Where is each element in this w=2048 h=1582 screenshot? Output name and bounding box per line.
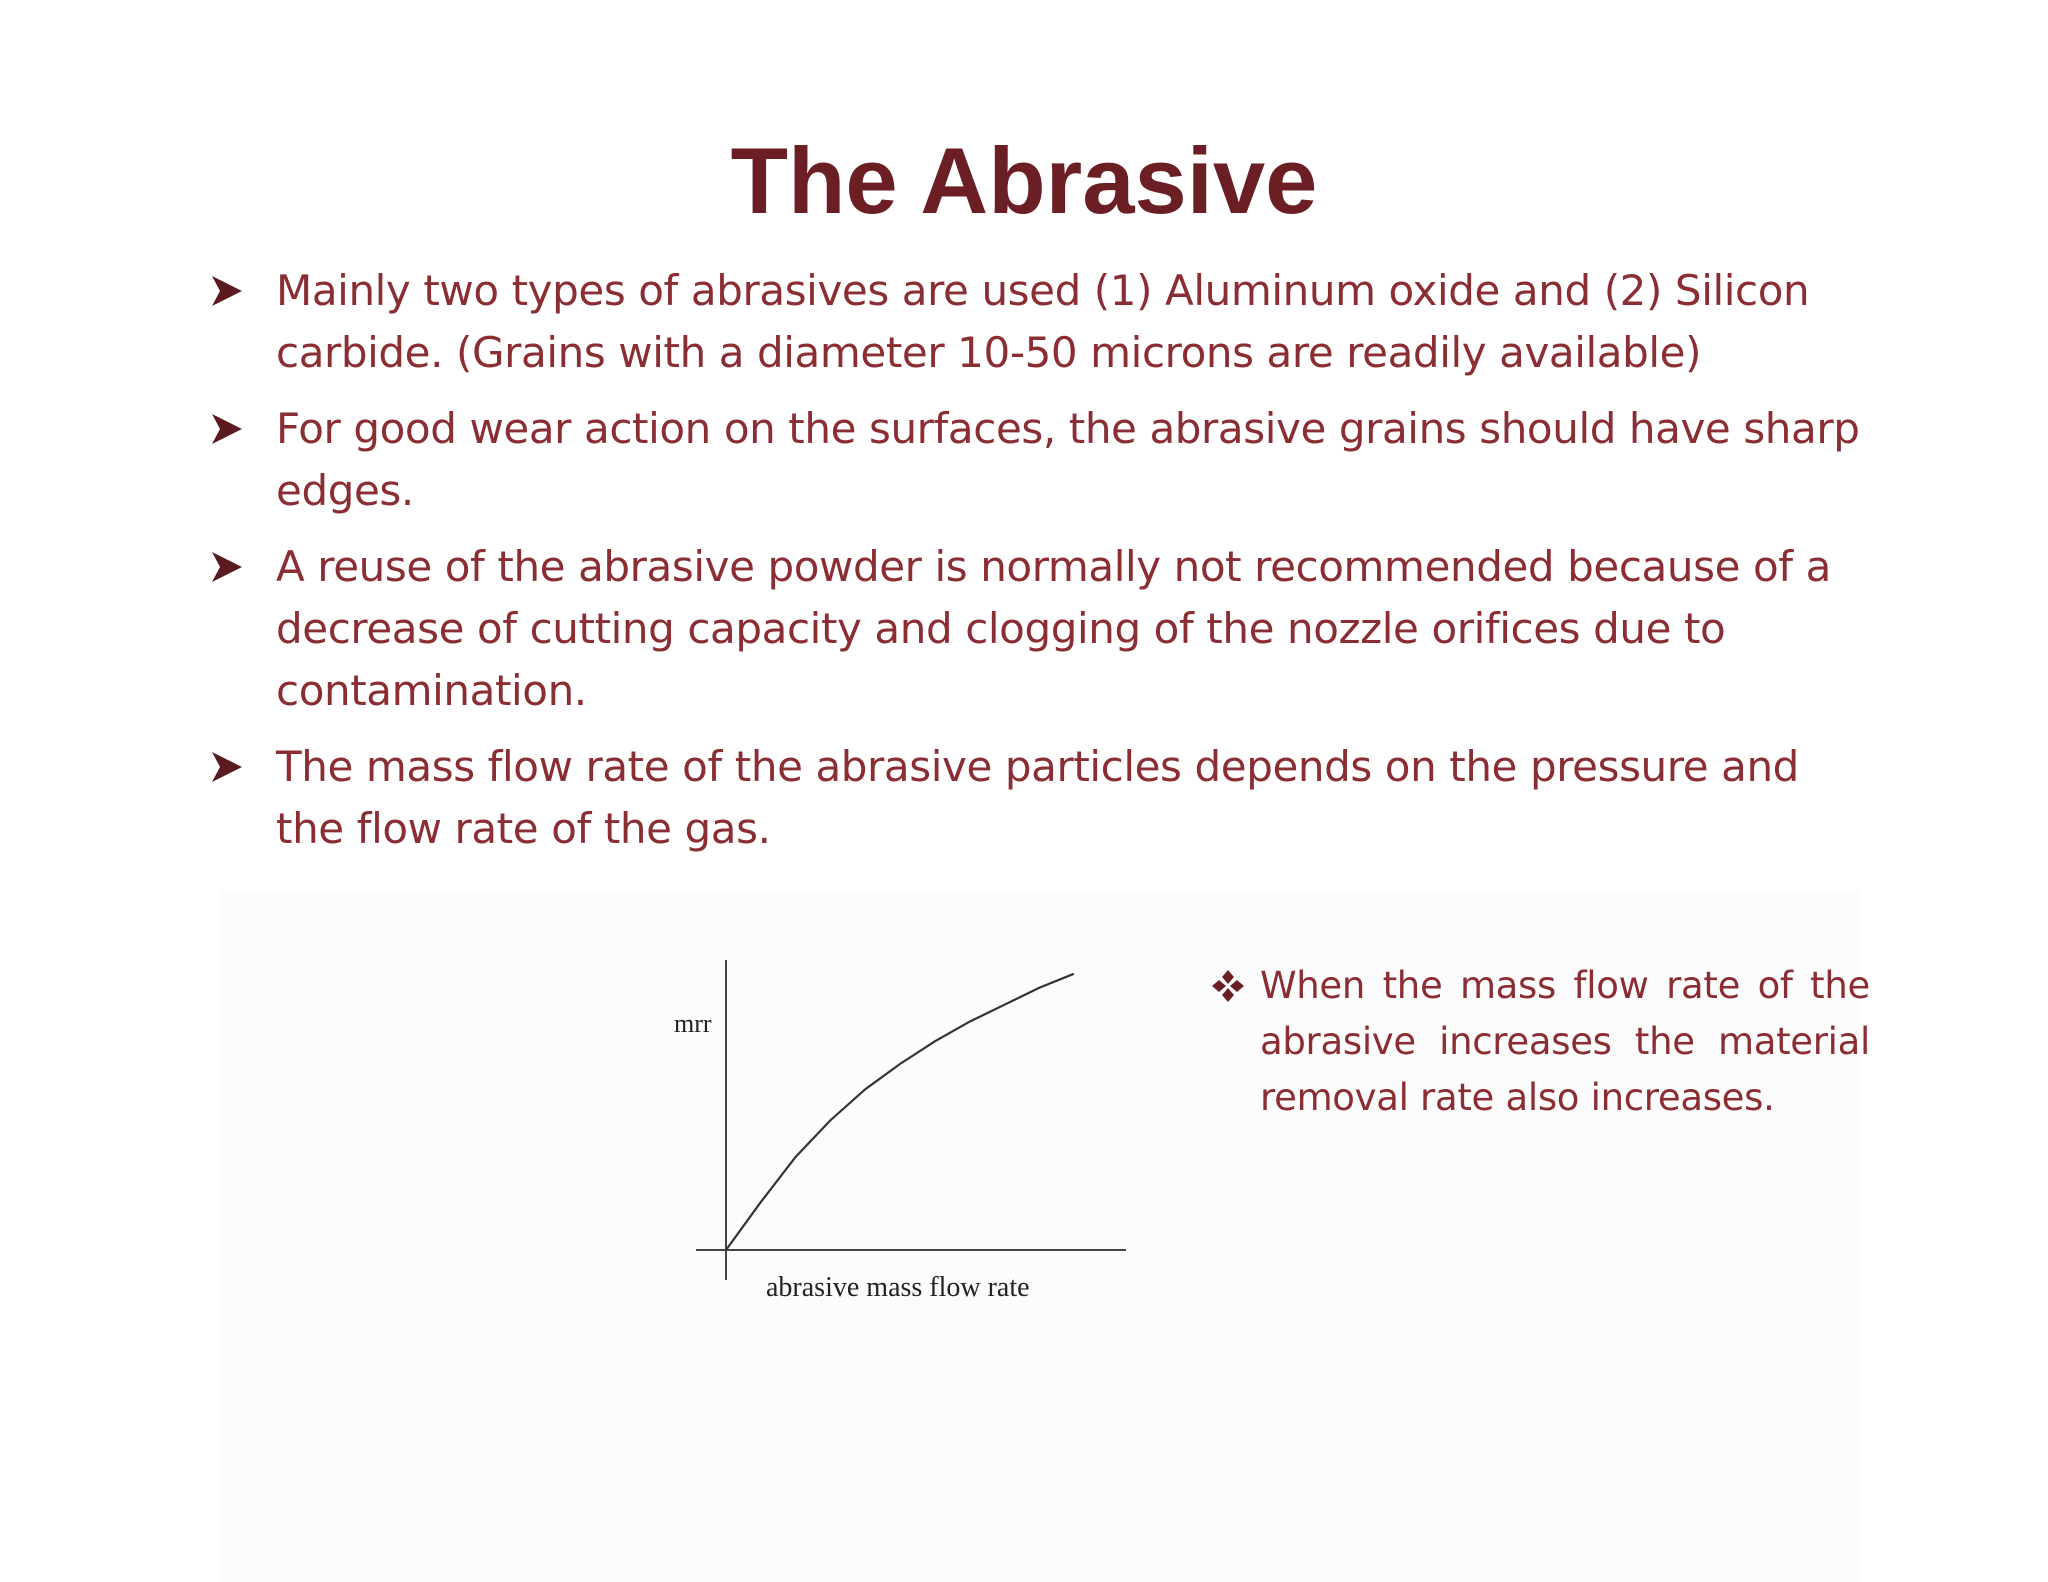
side-note-text: When the mass flow rate of the abrasive increases the material removal rate also increases. xyxy=(1260,964,1870,1119)
four-diamond-icon xyxy=(1210,968,1246,1004)
bullet-item xyxy=(204,736,1864,860)
bullet-item xyxy=(204,536,1864,722)
slide-title: The Abrasive xyxy=(730,128,1318,233)
bullet-text: For good wear action on the surfaces, the abrasive grains should have sharp edges. xyxy=(276,404,1860,515)
side-note xyxy=(1210,958,1870,1126)
chart-svg xyxy=(670,950,1150,1320)
mrr-chart xyxy=(670,950,1150,1320)
bullet-text: A reuse of the abrasive powder is normally not recommended because of a decrease of cutting capacity and clogging of the nozzle orifices due to contamination. xyxy=(276,542,1831,715)
bullet-item xyxy=(204,398,1864,522)
arrowhead-icon xyxy=(210,412,244,446)
bullet-text: Mainly two types of abrasives are used (1) Aluminum oxide and (2) Silicon carbide. (Grains with a diameter 10-50 microns are readily available) xyxy=(276,266,1810,377)
series-line-mrr xyxy=(726,974,1074,1250)
arrowhead-icon xyxy=(210,550,244,584)
bullet-list xyxy=(204,260,1864,874)
arrowhead-icon xyxy=(210,274,244,308)
x-axis-label: abrasive mass flow rate xyxy=(766,1272,1030,1303)
y-axis-label: mrr xyxy=(674,1009,712,1038)
bullet-text: The mass flow rate of the abrasive particles depends on the pressure and the flow rate of the gas. xyxy=(276,742,1799,853)
arrowhead-icon xyxy=(210,750,244,784)
bullet-item xyxy=(204,260,1864,384)
